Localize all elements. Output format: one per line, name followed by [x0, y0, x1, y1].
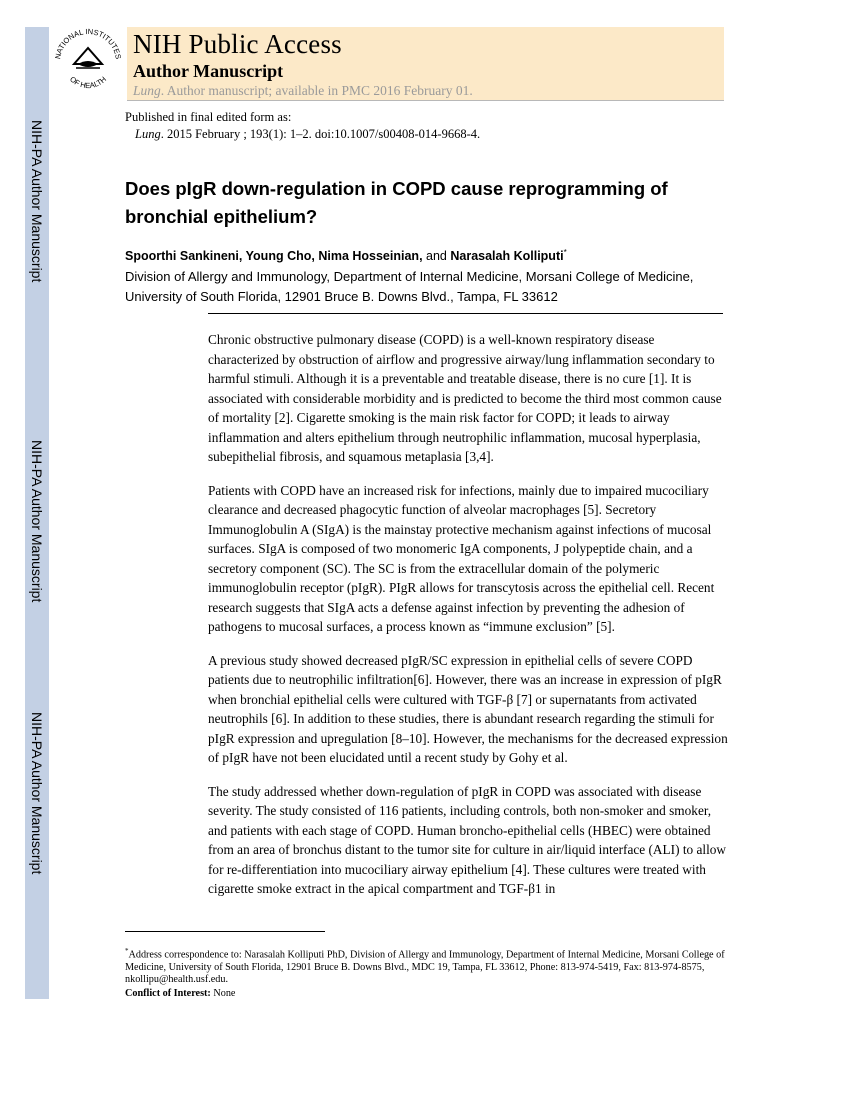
header-title: NIH Public Access	[133, 29, 342, 59]
author-list: Spoorthi Sankineni, Young Cho, Nima Hosseinian, and Narasalah Kolliputi*	[125, 248, 567, 264]
header-subtitle: Author Manuscript	[133, 61, 284, 81]
divider	[208, 313, 723, 314]
published-info	[125, 109, 480, 143]
author-name: Spoorthi Sankineni	[125, 249, 239, 264]
logo-eagle-icon	[74, 48, 102, 68]
logo-text-bottom: OF HEALTH	[68, 74, 108, 91]
coi-label: Conflict of Interest:	[125, 988, 211, 999]
published-label: Published in final edited form as:	[125, 110, 292, 124]
side-band	[25, 27, 49, 999]
logo-text-top: NATIONAL INSTITUTES	[53, 26, 123, 60]
paragraph-3: A previous study showed decreased pIgR/SC expression in epithelial cells of severe COPD patients due to neutrophilic infiltration[6]. However, there was an increase in expression of pIgR when bronchial epithelial cells were cultured with TGF-β [7] or supernatants from activated neutrophils [6]. In addition to these studies, there is abundant research regarding the stimuli for pIgR expression and upregulation [8–10]. However, the mechanisms for the decreased expression of pIgR have not been elucidated until a recent study by Gohy et al.	[208, 652, 728, 765]
paragraph-1: Chronic obstructive pulmonary disease (COPD) is a well-known respiratory disease characterized by obstruction of airflow and progressive airway/lung inflammation secondary to harmful stimuli. Although it is a preventable and treatable disease, there is no cure [1]. It is associated with considerable morbidity and is predicted to become the third most common cause of mortality [2]. Cigarette smoking is the main risk factor for COPD; it leads to airway inflammation and alters epithelium through neutrophilic inflammation, mucosal hyperplasia, subepithelial fibrosis, and squamous metaplasia [3,4].	[208, 332, 722, 464]
nih-logo	[52, 24, 124, 96]
citation-text: . 2015 February ; 193(1): 1–2. doi:10.1007/s00408-014-9668-4.	[160, 127, 481, 141]
header-banner	[127, 27, 724, 101]
side-label-1: NIH-PA Author Manuscript	[29, 120, 45, 283]
citation-journal: Lung	[135, 127, 161, 141]
author-conjunction: and	[426, 249, 447, 264]
footnote-divider	[125, 931, 325, 932]
article-title: Does pIgR down-regulation in COPD cause reprogramming of bronchial epithelium?	[125, 178, 668, 227]
affiliation: Division of Allergy and Immunology, Department of Internal Medicine, Morsani College of Medicine, University of South Florida, 12901 Bruce B. Downs Blvd., Tampa, FL 33612	[125, 269, 694, 304]
footnote-mark: *	[125, 947, 129, 955]
note-text: . Author manuscript; available in PMC 2016 February 01.	[160, 83, 473, 98]
coi-value: None	[213, 988, 236, 999]
citation	[125, 126, 480, 143]
author-name: Young Cho	[245, 249, 312, 264]
side-label-2: NIH-PA Author Manuscript	[29, 440, 45, 603]
availability-note	[133, 83, 473, 99]
footnote-text: Address correspondence to: Narasalah Kolliputi PhD, Division of Allergy and Immunology, Department of Internal Medicine, Morsani College of Medicine, University of South Florida, 12901 Bruce B. Downs Blvd., MDC 19, Tampa, FL 33612, Phone: 813-974-5419, Fax: 813-974-8575, nkollipu@health.usf.edu.	[125, 949, 725, 986]
paragraph-4: The study addressed whether down-regulation of pIgR in COPD was associated with disease severity. The study consisted of 116 patients, including controls, both non-smoker and smoker, and patients with each stage of COPD. Human broncho-epithelial cells (HBEC) were obtained from an area of bronchus distant to the tumor site for culture in air/liquid interface (ALI) to allow for re-differentiation into mucociliary airway epithelium [4]. These cultures were treated with cigarette smoke extract in the apical compartment and TGF-β1 in	[208, 783, 727, 896]
footnote	[125, 945, 725, 987]
footnote-marker: *	[563, 248, 567, 257]
article-body	[208, 330, 728, 913]
author-name: Nima Hosseinian	[318, 249, 420, 264]
author-name: Narasalah Kolliputi	[450, 249, 564, 264]
conflict-of-interest	[125, 988, 235, 999]
note-journal: Lung	[133, 83, 161, 98]
side-label-3: NIH-PA Author Manuscript	[29, 712, 45, 875]
paragraph-2: Patients with COPD have an increased risk for infections, mainly due to impaired mucociliary clearance and decreased phagocytic function of alveolar macrophages [5]. Secretory Immunoglobulin A (SIgA) is the mainstay protective mechanism against infections of mucosal surfaces. SIgA is composed of two monomeric IgA components, J polypeptide chain, and a secretory component (SC). The SC is from the extracellular domain of the polymeric immunoglobulin receptor (pIgR). PIgR allows for transcytosis across the epithelial cell. Recent research suggests that SIgA acts a defense against infection by preventing the adhesion of pathogens to mucosal surfaces, a process known as “immune exclusion” [5].	[208, 482, 715, 634]
